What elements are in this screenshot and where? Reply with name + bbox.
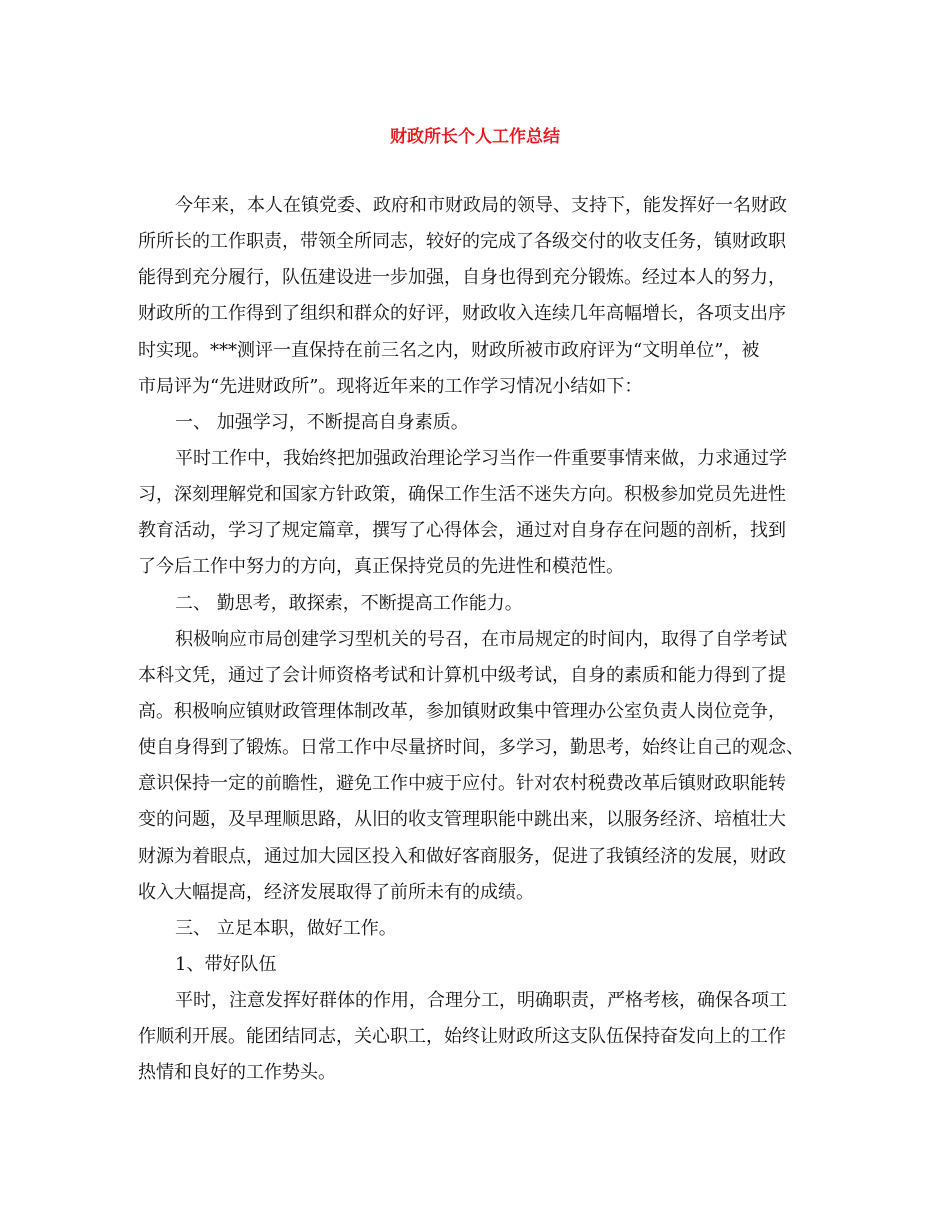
text-line: 热情和良好的工作势头。 (138, 1062, 336, 1084)
text-line: 一、 加强学习，不断提高自身素质。 (175, 411, 469, 433)
document-title: 财政所长个人工作总结 (390, 127, 560, 147)
text-line: 习，深刻理解党和国家方针政策，确保工作生活不迷失方向。积极参加党员先进性 (138, 484, 786, 506)
text-line: 财政所的工作得到了组织和群众的好评，财政收入连续几年高幅增长，各项支出序 (138, 303, 786, 325)
text-line: 了今后工作中努力的方向，真正保持党员的先进性和模范性。 (138, 556, 624, 578)
text-line: 三、 立足本职，做好工作。 (175, 917, 397, 939)
text-line: 1、带好队伍 (175, 953, 277, 975)
text-line: 平时工作中，我始终把加强政治理论学习当作一件重要事情来做，力求通过学 (175, 447, 787, 469)
text-line: 使自身得到了锻炼。日常工作中尽量挤时间，多学习，勤思考，始终让自己的观念、 (138, 737, 804, 759)
text-line: 能得到充分履行，队伍建设进一步加强，自身也得到充分锻炼。经过本人的努力， (138, 267, 786, 289)
text-line: 变的问题，及早理顺思路，从旧的收支管理职能中跳出来，以服务经济、培植壮大 (138, 809, 786, 831)
text-line: 积极响应市局创建学习型机关的号召，在市局规定的时间内，取得了自学考试 (175, 628, 787, 650)
text-line: 二、 勤思考，敢探索，不断提高工作能力。 (175, 592, 523, 614)
text-line: 教育活动，学习了规定篇章，撰写了心得体会，通过对自身存在问题的剖析，找到 (138, 520, 786, 542)
text-line: 本科文凭，通过了会计师资格考试和计算机中级考试，自身的素质和能力得到了提 (138, 664, 786, 686)
text-line: 作顺利开展。能团结同志，关心职工，始终让财政所这支队伍保持奋发向上的工作 (138, 1026, 786, 1048)
text-line: 平时，注意发挥好群体的作用，合理分工，明确职责，严格考核，确保各项工 (175, 990, 787, 1012)
text-line: 高。积极响应镇财政管理体制改革，参加镇财政集中管理办公室负责人岗位竞争， (138, 700, 786, 722)
text-line: 市局评为“先进财政所”。现将近年来的工作学习情况小结如下： (138, 375, 643, 397)
text-line: 财源为着眼点，通过加大园区投入和做好客商服务，促进了我镇经济的发展，财政 (138, 845, 786, 867)
text-line: 所所长的工作职责，带领全所同志，较好的完成了各级交付的收支任务，镇财政职 (138, 231, 786, 253)
text-line: 收入大幅提高，经济发展取得了前所未有的成绩。 (138, 881, 534, 903)
text-line: 时实现。***测评一直保持在前三名之内，财政所被市政府评为“文明单位”，被 (138, 339, 760, 361)
text-line: 意识保持一定的前瞻性，避免工作中疲于应付。针对农村税费改革后镇财政职能转 (138, 773, 786, 795)
document-body (138, 188, 818, 1092)
text-line: 今年来，本人在镇党委、政府和市财政局的领导、支持下，能发挥好一名财政 (175, 195, 787, 216)
